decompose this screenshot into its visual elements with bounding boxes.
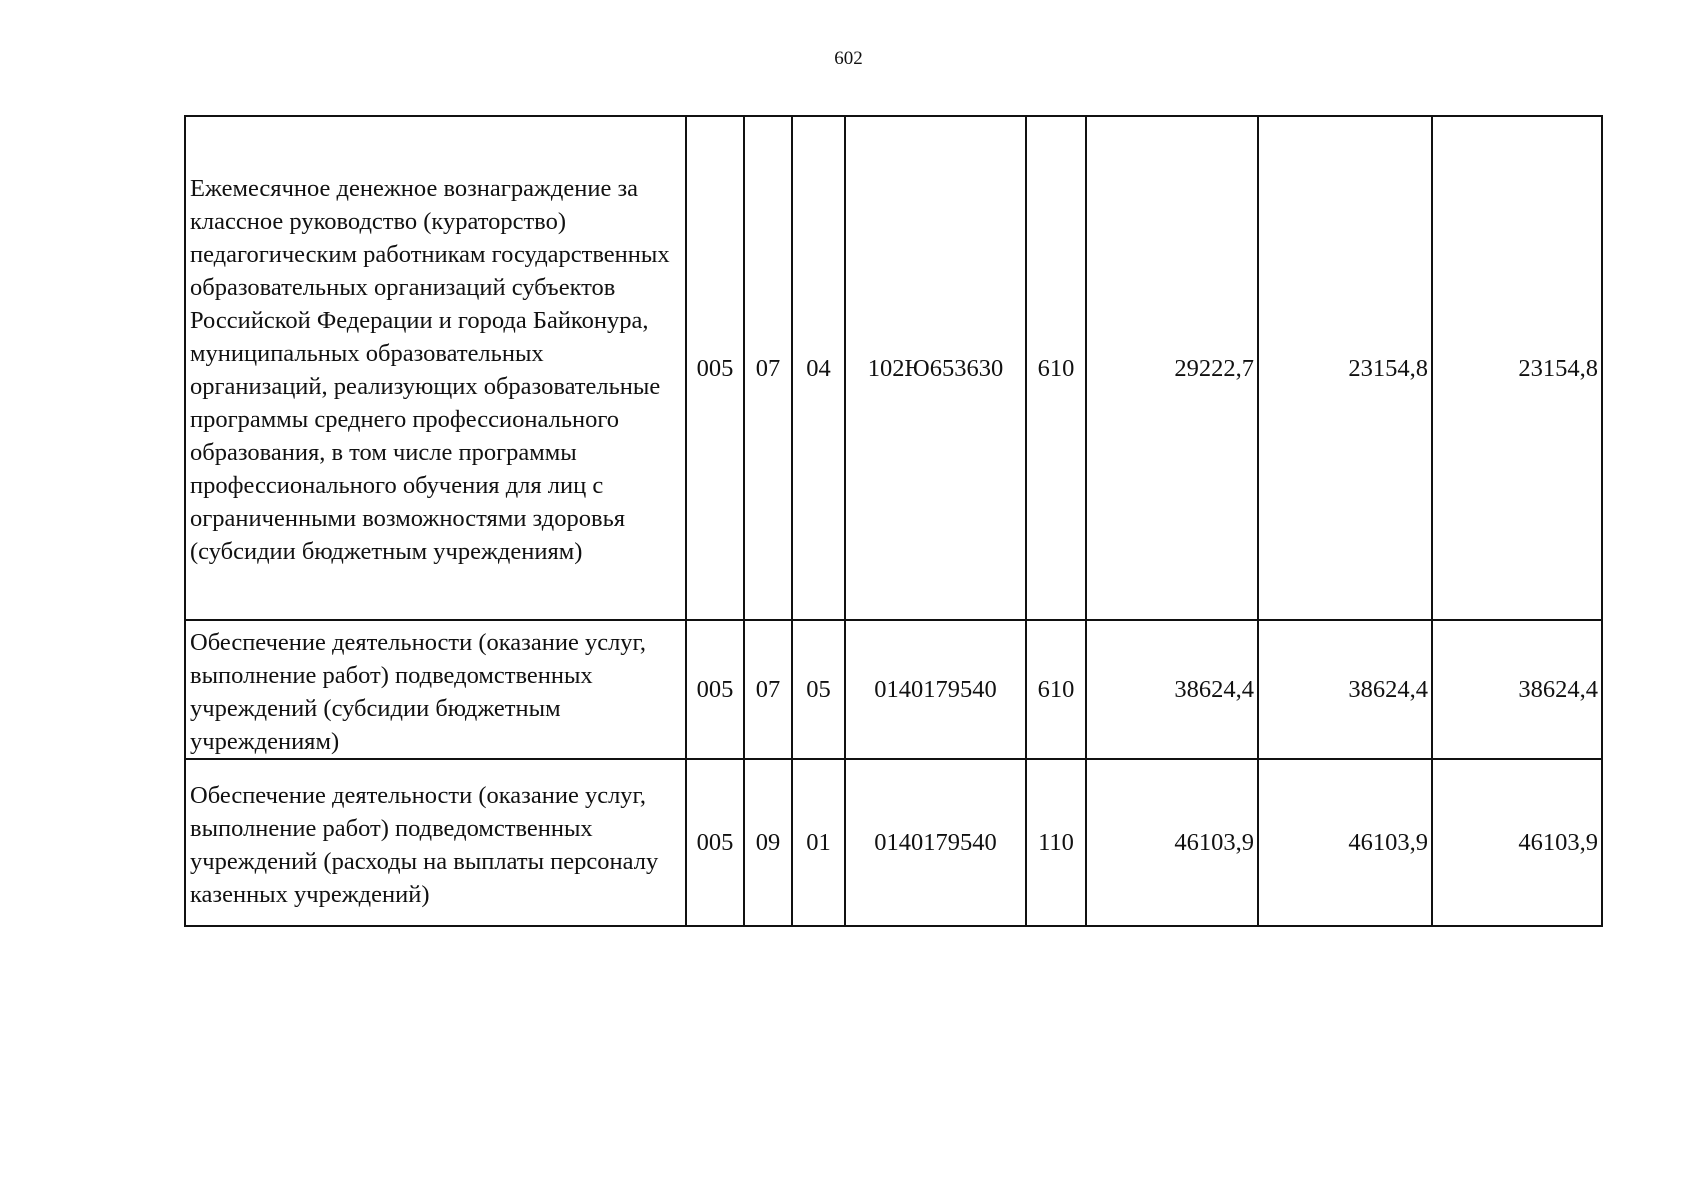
subsection-code: 01 bbox=[792, 759, 845, 926]
subsection-code: 04 bbox=[792, 116, 845, 620]
amount-1: 29222,7 bbox=[1086, 116, 1258, 620]
ministry-code: 005 bbox=[686, 759, 744, 926]
ministry-code: 005 bbox=[686, 116, 744, 620]
row-description: Ежемесячное денежное вознаграждение за классное руководство (кураторство) педагогическим работникам государственных образовательных организаций субъектов Российской Федерации и города Байконура, муниципальных образовательных организаций, реализующих образовательные программы среднего профессионального образования, в том числе программы профессионального обучения для лиц с ограниченными возможностями здоровья (субсидии бюджетным учреждениям) bbox=[185, 116, 686, 620]
page-number: 602 bbox=[834, 48, 863, 69]
amount-2: 38624,4 bbox=[1258, 620, 1432, 759]
amount-3: 46103,9 bbox=[1432, 759, 1602, 926]
row-description: Обеспечение деятельности (оказание услуг, выполнение работ) подведомственных учреждений (расходы на выплаты персоналу казенных учреждений) bbox=[185, 759, 686, 926]
amount-1: 38624,4 bbox=[1086, 620, 1258, 759]
section-code: 07 bbox=[744, 116, 792, 620]
target-article-code: 102Ю653630 bbox=[845, 116, 1026, 620]
table-row bbox=[185, 620, 1602, 759]
section-code: 09 bbox=[744, 759, 792, 926]
target-article-code: 0140179540 bbox=[845, 759, 1026, 926]
row-description: Обеспечение деятельности (оказание услуг, выполнение работ) подведомственных учреждений (субсидии бюджетным учреждениям) bbox=[185, 620, 686, 759]
amount-2: 46103,9 bbox=[1258, 759, 1432, 926]
section-code: 07 bbox=[744, 620, 792, 759]
amount-3: 23154,8 bbox=[1432, 116, 1602, 620]
table-row bbox=[185, 116, 1602, 620]
amount-3: 38624,4 bbox=[1432, 620, 1602, 759]
ministry-code: 005 bbox=[686, 620, 744, 759]
expense-type-code: 610 bbox=[1026, 620, 1086, 759]
expense-type-code: 110 bbox=[1026, 759, 1086, 926]
table-row bbox=[185, 759, 1602, 926]
expense-type-code: 610 bbox=[1026, 116, 1086, 620]
budget-table bbox=[184, 115, 1603, 927]
subsection-code: 05 bbox=[792, 620, 845, 759]
target-article-code: 0140179540 bbox=[845, 620, 1026, 759]
amount-2: 23154,8 bbox=[1258, 116, 1432, 620]
amount-1: 46103,9 bbox=[1086, 759, 1258, 926]
